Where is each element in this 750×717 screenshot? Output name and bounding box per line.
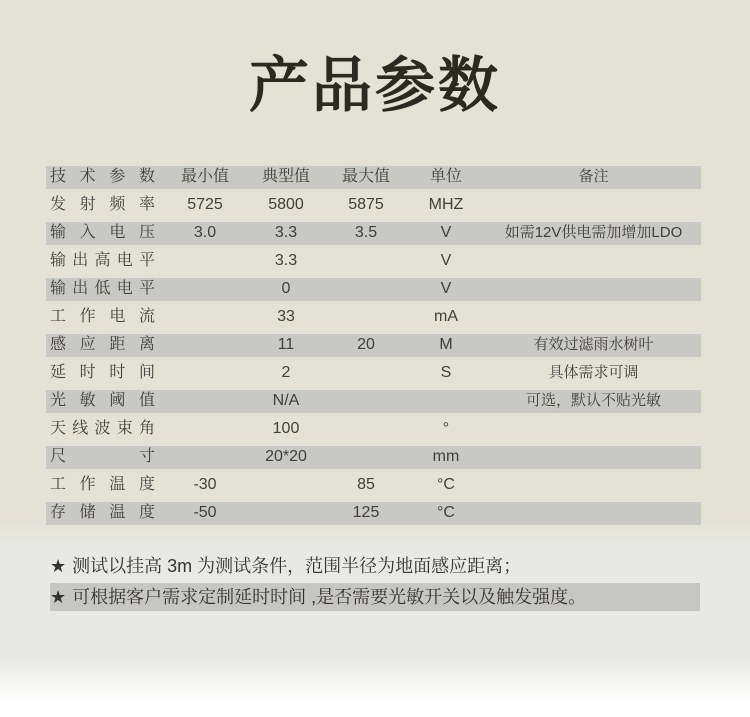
max-value: 125: [352, 504, 380, 521]
header-unit: 单位: [429, 168, 462, 185]
note-value: [486, 443, 701, 471]
min-value: [164, 247, 246, 275]
footnote-customization: [50, 583, 700, 611]
note-value: [486, 191, 701, 219]
note-value: [486, 247, 701, 275]
unit-value: [406, 387, 486, 415]
header-typical: 典型值: [261, 168, 310, 185]
unit-value: °C: [437, 504, 455, 521]
header-max: 最大值: [341, 168, 390, 185]
typ-value: [246, 499, 326, 527]
note-value: [486, 415, 701, 443]
unit-value: V: [440, 224, 452, 241]
max-value: [326, 303, 406, 331]
unit-value: S: [440, 364, 452, 381]
max-value: 20: [357, 336, 375, 353]
max-value: 5875: [348, 196, 384, 213]
note-value: 有效过滤雨水树叶: [533, 336, 654, 353]
max-value: 85: [357, 476, 375, 493]
table-row: [46, 499, 701, 527]
table-row: [46, 443, 701, 471]
param-name: 尺寸: [50, 448, 155, 465]
typ-value: 20*20: [265, 448, 307, 465]
table-row: [46, 247, 701, 275]
typ-value: 0: [281, 280, 291, 297]
unit-value: °C: [437, 476, 455, 493]
unit-value: V: [440, 252, 452, 269]
note-value: 具体需求可调: [548, 364, 639, 381]
typ-value: 3.3: [274, 224, 298, 241]
min-value: [164, 443, 246, 471]
max-value: 3.5: [354, 224, 378, 241]
min-value: 5725: [187, 196, 223, 213]
typ-value: 11: [277, 336, 295, 353]
typ-value: N/A: [272, 392, 300, 409]
table-row: [46, 359, 701, 387]
max-value: [326, 359, 406, 387]
param-name: 延时时间: [50, 364, 155, 381]
param-name: 存储温度: [50, 504, 155, 521]
table-header-row: [46, 163, 701, 191]
unit-value: mm: [432, 448, 460, 465]
unit-value: V: [440, 280, 452, 297]
note-value: [486, 275, 701, 303]
table-row: [46, 387, 701, 415]
typ-value: 3.3: [274, 252, 298, 269]
max-value: [326, 275, 406, 303]
typ-value: [246, 471, 326, 499]
table-row: [46, 415, 701, 443]
header-note: 备注: [578, 168, 609, 185]
min-value: [164, 303, 246, 331]
typ-value: 100: [272, 420, 300, 437]
param-name: 工作电流: [50, 308, 155, 325]
note-value: [486, 471, 701, 499]
param-name: 输入电压: [50, 224, 155, 241]
typ-value: 5800: [268, 196, 304, 213]
header-min: 最小值: [180, 168, 229, 185]
min-value: [164, 387, 246, 415]
typ-value: 33: [277, 308, 295, 325]
note-value: 可选，默认不贴光敏: [525, 392, 661, 409]
footnote-test-condition: [50, 552, 700, 580]
min-value: -50: [193, 504, 217, 521]
param-name: 感应距离: [50, 336, 155, 353]
spec-table: [46, 163, 701, 527]
max-value: [326, 387, 406, 415]
unit-value: mA: [434, 308, 458, 325]
param-name: 天线波束角: [50, 420, 155, 437]
unit-value: °: [442, 420, 450, 437]
unit-value: M: [439, 336, 453, 353]
footnote-text: 测试以挂高 3m 为测试条件，范围半径为地面感应距离；: [72, 556, 522, 576]
note-value: [486, 499, 701, 527]
min-value: 3.0: [193, 224, 217, 241]
footnote-text: 可根据客户需求定制延时时间 ,是否需要光敏开关以及触发强度。: [72, 587, 587, 607]
typ-value: 2: [281, 364, 291, 381]
note-value: [486, 303, 701, 331]
min-value: [164, 331, 246, 359]
max-value: [326, 247, 406, 275]
param-name: 发射频率: [50, 196, 155, 213]
note-value: 如需12V供电需加增加LDO: [504, 224, 683, 241]
table-row: [46, 331, 701, 359]
table-row: [46, 303, 701, 331]
header-param: 技术参数: [50, 168, 155, 185]
param-name: 光敏阈值: [50, 392, 155, 409]
star-icon: ★: [50, 556, 67, 576]
page-title: 产品参数: [249, 52, 501, 119]
table-row: [46, 471, 701, 499]
param-name: 输出低电平: [50, 280, 155, 297]
min-value: [164, 359, 246, 387]
param-name: 输出高电平: [50, 252, 155, 269]
table-row: [46, 275, 701, 303]
max-value: [326, 415, 406, 443]
table-row: [46, 191, 701, 219]
param-name: 工作温度: [50, 476, 155, 493]
min-value: -30: [193, 476, 217, 493]
max-value: [326, 443, 406, 471]
star-icon: ★: [50, 587, 67, 607]
footnotes: [0, 552, 750, 611]
min-value: [164, 275, 246, 303]
unit-value: MHZ: [428, 196, 464, 213]
table-row: [46, 219, 701, 247]
min-value: [164, 415, 246, 443]
